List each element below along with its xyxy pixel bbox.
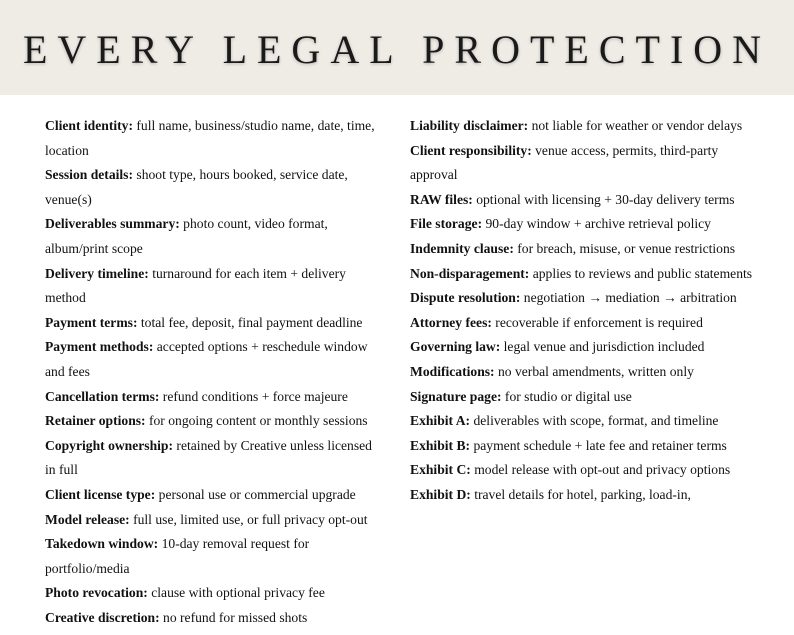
list-item	[410, 139, 760, 188]
list-item	[410, 286, 760, 311]
item-label: Exhibit A:	[410, 413, 471, 429]
item-label: Retainer options:	[45, 413, 146, 429]
list-item	[45, 483, 385, 508]
item-label: Payment terms:	[45, 314, 138, 330]
item-label: File storage:	[410, 216, 483, 232]
list-item	[410, 114, 760, 139]
item-label: Deliverables summary:	[45, 216, 180, 232]
item-text: refund conditions + force majeure	[159, 388, 348, 404]
item-label: RAW files:	[410, 191, 473, 207]
item-text: not liable for weather or vendor delays	[528, 118, 743, 133]
item-label: Modifications:	[410, 363, 495, 379]
list-item	[410, 262, 760, 287]
item-label: Session details:	[45, 167, 133, 183]
list-item	[45, 581, 385, 606]
item-label: Payment methods:	[45, 339, 154, 355]
list-item	[410, 237, 760, 262]
item-text: payment schedule + late fee and retainer terms	[470, 437, 727, 453]
item-label: Non-disparagement:	[410, 265, 530, 281]
list-item	[410, 360, 760, 385]
list-item	[45, 311, 385, 336]
list-item	[410, 458, 760, 483]
right-column	[410, 114, 760, 508]
item-label: Photo revocation:	[45, 585, 148, 601]
item-text: for studio or digital use	[501, 388, 632, 404]
list-item	[45, 508, 385, 533]
item-text: for breach, misuse, or venue restrictions	[513, 240, 736, 256]
item-text: clause with optional privacy fee	[147, 585, 325, 601]
item-text: deliverables with scope, format, and timeline	[470, 413, 719, 429]
item-text: retained by Creative unless licensed in full	[45, 437, 372, 478]
item-label: Client license type:	[45, 486, 156, 502]
item-text: total fee, deposit, final payment deadline	[137, 314, 363, 330]
item-label: Governing law:	[410, 339, 501, 355]
item-text: shoot type, hours booked, service date, venue(s)	[45, 167, 348, 207]
item-text: applies to reviews and public statements	[529, 265, 753, 281]
list-item	[45, 532, 385, 581]
list-item	[410, 212, 760, 237]
item-label: Exhibit C:	[410, 462, 471, 478]
item-text: full use, limited use, or full privacy opt-out	[129, 511, 368, 527]
list-item	[45, 606, 385, 631]
item-text: optional with licensing + 30-day delivery terms	[472, 191, 735, 207]
list-item	[410, 483, 760, 508]
list-item	[45, 262, 385, 311]
item-label: Exhibit B:	[410, 437, 471, 453]
item-label: Signature page:	[410, 388, 502, 404]
list-item	[45, 212, 385, 261]
item-text: photo count, video format, album/print scope	[45, 216, 328, 256]
list-item	[45, 385, 385, 410]
item-label: Dispute resolution:	[410, 290, 521, 306]
item-text: full name, business/studio name, date, time, location	[45, 118, 375, 158]
list-item	[410, 409, 760, 434]
left-column	[45, 114, 385, 630]
item-label: Client identity:	[45, 118, 133, 133]
item-text: recoverable if enforcement is required	[491, 314, 703, 330]
item-text: personal use or commercial upgrade	[155, 486, 356, 502]
list-item	[45, 409, 385, 434]
item-text: 10-day removal request for portfolio/media	[45, 536, 310, 576]
item-text: model release with opt-out and privacy options	[470, 462, 731, 478]
item-label: Liability disclaimer:	[410, 118, 529, 133]
item-text: travel details for hotel, parking, load-in,	[470, 486, 691, 502]
item-text: venue access, permits, third-party approval	[410, 142, 719, 183]
list-item	[410, 311, 760, 336]
item-label: Attorney fees:	[410, 314, 492, 330]
item-label: Model release:	[45, 511, 130, 527]
item-text: for ongoing content or monthly sessions	[145, 413, 368, 429]
item-text: no verbal amendments, written only	[494, 363, 694, 379]
list-item	[45, 335, 385, 384]
header-banner	[0, 0, 794, 95]
item-text: no refund for missed shots	[159, 609, 308, 625]
item-label: Client responsibility:	[410, 142, 532, 158]
item-label: Exhibit D:	[410, 486, 471, 502]
list-item	[410, 335, 760, 360]
item-text: 90-day window + archive retrieval policy	[482, 216, 711, 232]
list-item	[410, 434, 760, 459]
item-text: negotiation → mediation → arbitration	[520, 290, 737, 306]
list-item	[410, 385, 760, 410]
list-item	[45, 434, 385, 483]
item-label: Delivery timeline:	[45, 265, 149, 281]
item-text: turnaround for each item + delivery method	[45, 265, 346, 306]
list-item	[45, 114, 385, 163]
item-text: legal venue and jurisdiction included	[500, 339, 705, 355]
item-label: Copyright ownership:	[45, 437, 174, 453]
item-label: Indemnity clause:	[410, 240, 514, 256]
item-label: Cancellation terms:	[45, 388, 160, 404]
item-label: Takedown window:	[45, 536, 159, 552]
list-item	[45, 163, 385, 212]
item-label: Creative discretion:	[45, 609, 160, 625]
item-text: accepted options + reschedule window and fees	[45, 339, 368, 379]
page-title: EVERY LEGAL PROTECTION	[22, 27, 772, 72]
list-item	[410, 188, 760, 213]
